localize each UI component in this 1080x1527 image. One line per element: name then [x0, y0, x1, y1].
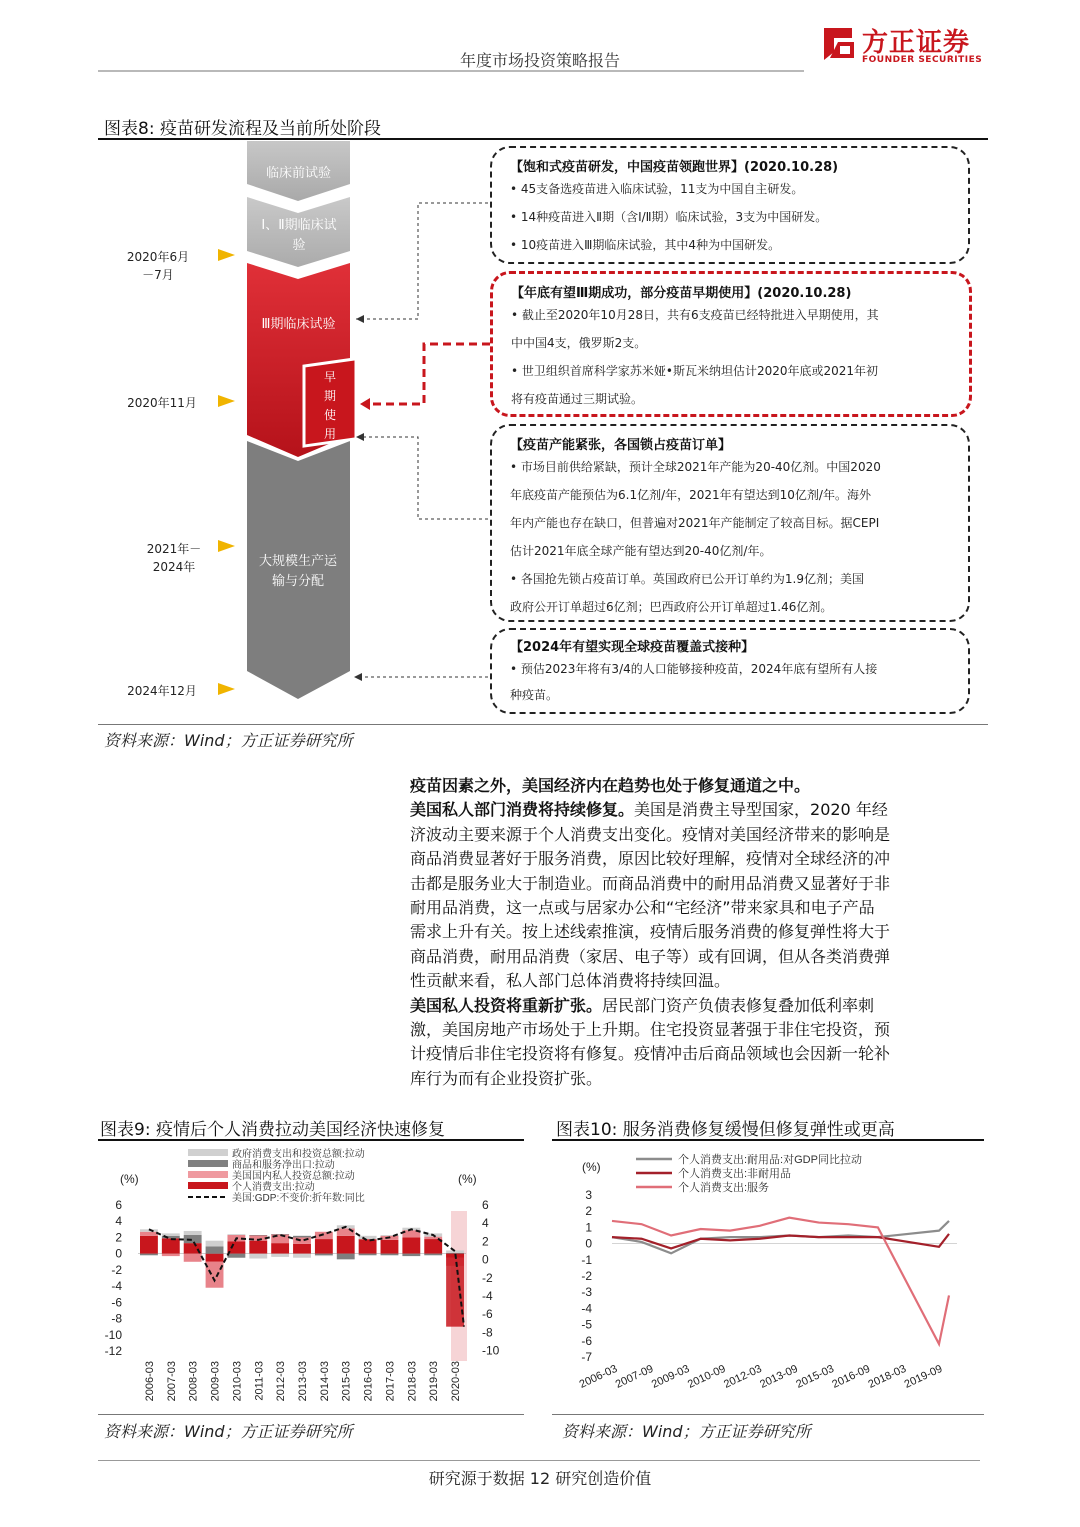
bar-segment	[359, 1236, 377, 1239]
legend-label: 美国国内私人投资总额:拉动	[232, 1171, 355, 1182]
fig9-chart	[98, 1141, 528, 1413]
bar-segment	[271, 1234, 289, 1235]
body-line: 激，美国房地产市场处于上升期。住宅投资显著强于非住宅投资，预	[410, 1020, 891, 1040]
y-axis-unit-right: (%)	[458, 1172, 477, 1186]
body-line: 需求上升有关。按上述线索推演，疫情后服务消费的修复弹性将大于	[410, 922, 891, 942]
date-marker-icon	[218, 395, 235, 407]
bar-segment	[184, 1235, 202, 1243]
bar-segment	[140, 1254, 158, 1256]
x-tick-label: 2015-03	[794, 1362, 836, 1391]
info-box	[490, 424, 970, 622]
bar-segment	[140, 1236, 158, 1254]
info-box-line: 政府公开订单超过6亿剂；巴西政府公开订单超过1.46亿剂。	[510, 600, 833, 614]
x-tick-label: 2019-03	[428, 1361, 441, 1402]
bar-segment	[424, 1254, 442, 1256]
bar-segment	[424, 1239, 442, 1254]
date-label: 2020年6月－7月	[126, 250, 190, 282]
date-label: 2021年－2024年	[146, 542, 202, 574]
y-tick-label-right: -8	[482, 1325, 493, 1340]
bar-segment	[249, 1241, 267, 1254]
body-line: 商品消费显著好于服务消费，原因比较好理解，疫情对全球经济的冲	[410, 849, 891, 869]
stage-phase12-label: Ⅰ、Ⅱ期临床试验	[261, 218, 337, 253]
body-text	[410, 774, 978, 1091]
bar-segment	[359, 1239, 377, 1254]
x-tick-label: 2020-03	[450, 1361, 463, 1402]
x-tick-label: 2006-03	[577, 1362, 620, 1391]
body-line: 性贡献来看，私人部门总体消费将持续回温。	[410, 971, 731, 991]
body-line: 计疫情后非住宅投资将有修复。疫情冲击后商品领域也会因新一轮补	[410, 1044, 891, 1064]
x-tick-label: 2018-03	[406, 1361, 419, 1402]
info-box-line: 将有疫苗通过三期试验。	[511, 392, 644, 406]
bar-segment	[446, 1250, 464, 1252]
info-box-line: • 45支备选疫苗进入临床试验，11支为中国自主研发。	[510, 182, 804, 196]
bar-segment	[184, 1231, 202, 1235]
bar-segment	[271, 1243, 289, 1254]
legend-swatch	[188, 1160, 228, 1167]
fig10-source: 资料来源：Wind；方正证券研究所	[562, 1422, 811, 1441]
info-box-line: • 14种疫苗进入Ⅱ期（含Ⅰ/Ⅱ期）临床试验，3支为中国研发。	[510, 210, 828, 224]
body-line: 击都是服务业大于制造业。而商品消费中的耐用品消费又显著好于非	[410, 873, 891, 893]
arrow-head-icon	[354, 673, 362, 681]
body-line: 商品消费，耐用品消费（家居、电子等）或有回调，但从各类消费弹	[410, 946, 891, 966]
footer-text: 研究源于数据 12 研究创造价值	[428, 1469, 652, 1488]
bar-segment	[359, 1254, 377, 1256]
legend-swatch	[188, 1182, 228, 1189]
body-bold: 美国私人部门消费将持续修复。	[410, 800, 635, 820]
y-tick-label: -6	[111, 1295, 122, 1310]
info-box-line: • 世卫组织首席科学家苏米娅•斯瓦米纳坦估计2020年底或2021年初	[511, 364, 879, 378]
info-box-line: 年内产能也存在缺口，但普遍对2021年产能制定了较高目标。据CEPI	[510, 516, 880, 530]
legend-label: 商品和服务净出口:拉动	[232, 1160, 335, 1171]
y-tick-label: -3	[581, 1285, 592, 1300]
bar-segment	[227, 1254, 245, 1258]
fig8-title: 图表8: 疫苗研发流程及当前所处阶段	[104, 119, 381, 139]
connector-line-red	[366, 344, 490, 404]
x-tick-label: 2012-03	[275, 1361, 288, 1402]
legend-swatch	[188, 1149, 228, 1156]
series-line	[612, 1234, 949, 1249]
bar-segment	[315, 1255, 333, 1256]
info-box-title: 【2024年有望实现全球疫苗覆盖式接种】	[510, 640, 755, 655]
body-line: 居民部门资产负债表修复叠加低利率刺	[602, 995, 875, 1015]
y-tick-label-right: -4	[482, 1289, 493, 1303]
body-paragraph	[410, 994, 978, 1018]
y-tick-label: 1	[585, 1220, 592, 1235]
bar-segment	[206, 1246, 224, 1253]
bar-segment	[293, 1254, 311, 1258]
date-label: 2020年11月	[127, 396, 197, 410]
info-box-line: • 预估2023年将有3/4的人口能够接种疫苗，2024年底有望所有人接	[510, 662, 878, 676]
x-tick-label: 2006-03	[143, 1361, 156, 1402]
info-box	[490, 628, 970, 714]
x-tick-label: 2019-09	[902, 1362, 945, 1391]
bar-segment	[249, 1254, 267, 1259]
y-axis-unit-left: (%)	[120, 1172, 139, 1186]
footer-divider	[98, 1460, 980, 1461]
stage-phase3-label: Ⅲ期临床试验	[261, 317, 336, 332]
bar-segment	[402, 1237, 420, 1253]
legend-label: 政府消费支出和投资总额:拉动	[232, 1149, 365, 1160]
bar-segment	[249, 1235, 267, 1236]
bar-segment	[337, 1229, 355, 1236]
y-tick-label: -4	[581, 1301, 592, 1316]
fig8-bottom-rule	[98, 724, 988, 725]
bar-segment	[140, 1232, 158, 1236]
arrow-head-icon	[356, 315, 364, 323]
date-marker-icon	[218, 540, 235, 552]
y-tick-label-right: 0	[482, 1252, 489, 1267]
legend-label: 个人消费支出:非耐用品	[678, 1168, 792, 1180]
fig9-bottom-rule	[98, 1414, 524, 1415]
x-tick-label: 2007-09	[613, 1362, 656, 1391]
bar-segment	[271, 1254, 289, 1257]
bar-segment	[293, 1244, 311, 1254]
x-tick-label: 2017-03	[384, 1361, 397, 1402]
y-tick-label-right: -2	[482, 1270, 493, 1285]
y-tick-label-right: -10	[482, 1343, 500, 1358]
bar-segment	[184, 1254, 202, 1262]
stage-earlyuse-label: 早期使用	[323, 370, 336, 441]
y-tick-label: 0	[115, 1246, 122, 1261]
info-box-line: 年底疫苗产能预估为6.1亿剂/年，2021年有望达到10亿剂/年。海外	[510, 488, 871, 502]
info-box-line: • 10疫苗进入Ⅲ期临床试验，其中4种为中国研发。	[510, 238, 781, 252]
y-tick-label: -2	[581, 1269, 592, 1283]
x-tick-label: 2015-03	[340, 1361, 353, 1402]
y-tick-label: 4	[115, 1214, 122, 1229]
x-tick-label: 2009-03	[209, 1361, 222, 1402]
x-tick-label: 2008-03	[187, 1361, 200, 1402]
info-box-title: 【年底有望Ⅲ期成功，部分疫苗早期使用】(2020.10.28)	[511, 286, 852, 301]
bar-segment	[293, 1236, 311, 1238]
y-tick-label: -10	[104, 1327, 122, 1342]
arrow-head-icon	[360, 398, 370, 410]
x-tick-label: 2012-03	[722, 1362, 764, 1391]
body-line: 济波动主要来源于个人消费支出变化。疫情对美国经济带来的影响是	[410, 824, 891, 844]
bar-segment	[381, 1240, 399, 1254]
bar-segment	[381, 1254, 399, 1256]
logo-text-en: FOUNDER SECURITIES	[862, 55, 983, 65]
info-box-line: 种疫苗。	[510, 688, 559, 702]
info-box-line: • 各国抢先锁占疫苗订单。英国政府已公开订单约为1.9亿剂；美国	[510, 572, 864, 586]
x-tick-label: 2011-03	[253, 1361, 266, 1401]
fig10-title: 图表10: 服务消费修复缓慢但修复弹性或更高	[556, 1120, 895, 1140]
info-box-title: 【疫苗产能紧张，各国锁占疫苗订单】	[510, 438, 732, 453]
y-tick-label: -6	[581, 1333, 592, 1348]
y-tick-label-right: 2	[482, 1234, 489, 1249]
body-paragraph	[410, 798, 978, 822]
x-tick-label: 2013-09	[758, 1362, 800, 1391]
bar-segment	[446, 1254, 464, 1327]
date-marker-icon	[218, 683, 235, 695]
info-box-line: 估计2021年底全球产能有望达到20-40亿剂/年。	[510, 544, 772, 558]
report-title: 年度市场投资策略报告	[459, 51, 620, 70]
y-tick-label: -5	[581, 1317, 592, 1332]
y-tick-label: -4	[111, 1279, 122, 1294]
logo-text-cn: 方正证券	[862, 28, 971, 58]
x-tick-label: 2018-03	[866, 1362, 909, 1391]
x-tick-label: 2014-03	[318, 1361, 331, 1402]
stage-massproduction-label: 大规模生产运输与分配	[258, 554, 337, 589]
info-box	[490, 146, 970, 264]
body-bold: 美国私人投资将重新扩张。	[410, 995, 603, 1015]
stage-preclinical-label: 临床前试验	[265, 166, 331, 181]
legend-label: 个人消费支出:拉动	[232, 1182, 315, 1193]
info-box-highlight	[490, 271, 972, 417]
bar-segment	[206, 1241, 224, 1247]
x-tick-label: 2007-03	[165, 1361, 178, 1402]
y-tick-label: -7	[581, 1350, 592, 1364]
info-box-title: 【饱和式疫苗研发，中国疫苗领跑世界】(2020.10.28)	[510, 160, 839, 175]
y-tick-label-right: 4	[482, 1216, 489, 1231]
body-line: 库行为而有企业投资扩张。	[410, 1068, 603, 1088]
bar-segment	[206, 1262, 224, 1288]
x-tick-label: 2009-03	[649, 1362, 692, 1391]
y-tick-label-right: -6	[482, 1307, 493, 1322]
legend-label: 美国:GDP:不变价:折年数:同比	[232, 1193, 365, 1204]
fig10-bottom-rule	[552, 1414, 984, 1415]
bar-segment	[315, 1254, 333, 1256]
connector-line	[356, 203, 488, 319]
bar-segment	[315, 1239, 333, 1254]
fig9-source: 资料来源：Wind；方正证券研究所	[104, 1422, 353, 1441]
x-tick-label: 2016-09	[830, 1362, 873, 1391]
bar-segment	[446, 1253, 464, 1254]
bar-segment	[337, 1254, 355, 1260]
info-box-line: • 截止至2020年10月28日，共有6支疫苗已经特批进入早期使用，其	[511, 308, 879, 322]
x-tick-label: 2013-03	[297, 1361, 309, 1402]
body-line: 美国是消费主导型国家，2020 年经	[634, 800, 888, 820]
bar-segment	[206, 1254, 224, 1262]
header-divider	[98, 70, 804, 72]
x-tick-label: 2016-03	[362, 1361, 375, 1402]
y-tick-label: 3	[585, 1188, 592, 1202]
founder-logo-icon	[822, 24, 856, 62]
y-tick-label: -2	[111, 1262, 122, 1277]
fig10-chart	[552, 1141, 982, 1413]
bar-segment	[162, 1254, 180, 1256]
date-marker-icon	[218, 249, 235, 261]
bar-segment	[337, 1236, 355, 1254]
y-tick-label: 6	[115, 1198, 122, 1212]
body-line: 耐用品消费，这一点或与居家办公和“宅经济”带来家具和电子产品	[410, 898, 875, 918]
x-tick-label: 2010-03	[231, 1361, 244, 1402]
y-tick-label: 2	[585, 1204, 592, 1219]
y-axis-unit: (%)	[582, 1160, 601, 1174]
y-tick-label: -1	[581, 1252, 592, 1267]
connector-line	[356, 437, 488, 519]
bar-segment	[162, 1238, 180, 1253]
legend-swatch	[188, 1171, 228, 1178]
date-label: 2024年12月	[127, 684, 197, 698]
y-tick-label: -8	[111, 1311, 122, 1326]
legend-label: 个人消费支出:耐用品:对GDP同比拉动	[678, 1154, 862, 1166]
legend-label: 个人消费支出:服务	[678, 1182, 770, 1194]
info-box-line: • 市场目前供给紧缺，预计全球2021年产能为20-40亿剂。中国2020	[510, 460, 881, 474]
body-lead: 疫苗因素之外，美国经济内在趋势也处于修复通道之中。	[410, 776, 811, 795]
bar-segment	[402, 1254, 420, 1256]
fig9-title: 图表9: 疫情后个人消费拉动美国经济快速修复	[100, 1120, 445, 1140]
y-tick-label: 0	[585, 1236, 592, 1251]
fig8-source: 资料来源：Wind；方正证券研究所	[104, 731, 353, 750]
y-tick-label: 2	[115, 1230, 122, 1245]
bar-segment	[227, 1234, 245, 1235]
info-box-line: 中中国4支，俄罗斯2支。	[511, 336, 647, 350]
y-tick-label: -12	[104, 1344, 122, 1358]
x-tick-label: 2010-09	[685, 1362, 728, 1391]
y-tick-label-right: 6	[482, 1198, 489, 1212]
